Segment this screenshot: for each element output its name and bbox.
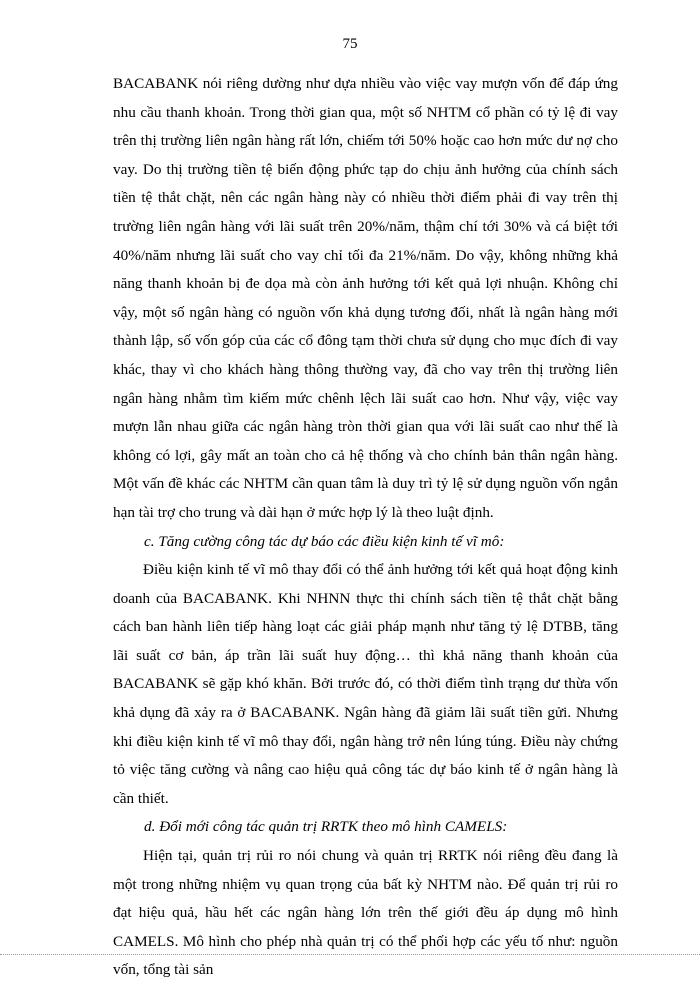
paragraph-liquidity-borrowing: BACABANK nói riêng dường như dựa nhiều vào việc vay mượn vốn để đáp ứng nhu cầu thanh khoản. Trong thời gian qua, một số NHTM cổ phần có tỷ lệ đi vay trên thị trường liên ngân hàng rất lớn, chiếm tới 50% hoặc cao hơn mức dư nợ cho vay. Do thị trường tiền tệ biến động phức tạp do chịu ảnh hưởng của chính sách tiền tệ thắt chặt, nên các ngân hàng này có nhiều thời điểm phải đi vay trên thị trường liên ngân hàng với lãi suất trên 20%/năm, thậm chí tới 30% và cá biệt tới 40%/năm nhưng lãi suất cho vay chỉ tối đa 21%/năm. Do vậy, không những khả năng thanh khoản bị đe dọa mà còn ảnh hưởng tới kết quả lợi nhuận. Không chỉ vậy, một số ngân hàng có nguồn vốn khả dụng tương đối, nhất là ngân hàng mới thành lập, số vốn góp của các cổ đông tạm thời chưa sử dụng cho mục đích đi vay khác, thay vì cho khách hàng thông thường vay, đã cho vay trên thị trường liên ngân hàng nhằm tìm kiếm mức chênh lệch lãi suất cao hơn. Như vậy, việc vay mượn lẫn nhau giữa các ngân hàng tròn thời gian qua với lãi suất cao như thế là không có lợi, gây mất an toàn cho cả hệ thống và cho chính bản thân ngân hàng. Một vấn đề khác các NHTM cần quan tâm là duy trì tỷ lệ sử dụng nguồn vốn ngắn hạn tài trợ cho trung và dài hạn ở mức hợp lý là theo luật định. [113,75,618,521]
paragraph-camels-model: Hiện tại, quản trị rủi ro nói chung và quản trị RRTK nói riêng đều đang là một trong những nhiệm vụ quan trọng của bất kỳ NHTM nào. Để quản trị rủi ro đạt hiệu quả, hầu hết các ngân hàng lớn trên thế giới đều áp dụng mô hình CAMELS. Mô hình cho phép nhà quản trị có thể phối hợp các yếu tố như: nguồn vốn, tổng tài sản [113,847,618,979]
paragraph-macro-forecast: Điều kiện kinh tế vĩ mô thay đổi có thể ảnh hưởng tới kết quả hoạt động kinh doanh của BACABANK. Khi NHNN thực thi chính sách tiền tệ thắt chặt bằng cách ban hành liên tiếp hàng loạt các giải pháp mạnh như tăng tỷ lệ DTBB, tăng lãi suất cơ bản, áp trần lãi suất huy động… thì khả năng thanh khoản của BACABANK sẽ gặp khó khăn. Bởi trước đó, có thời điểm tình trạng dư thừa vốn khả dụng đã xảy ra ở BACABANK. Ngân hàng đã giảm lãi suất tiền gửi. Nhưng khi điều kiện kinh tế vĩ mô thay đổi, ngân hàng trở nên lúng túng. Điều này chứng tỏ việc tăng cường và nâng cao hiệu quả công tác dự báo kinh tế ở ngân hàng là cần thiết. [113,561,618,807]
document-body [113,70,618,985]
page-number: 75 [342,36,358,52]
section-heading-c: c. Tăng cường công tác dự báo các điều kiện kinh tế vĩ mô: [144,532,505,550]
page-bottom-divider [0,954,700,955]
section-heading-d: d. Đổi mới công tác quản trị RRTK theo mô hình CAMELS: [144,818,508,836]
